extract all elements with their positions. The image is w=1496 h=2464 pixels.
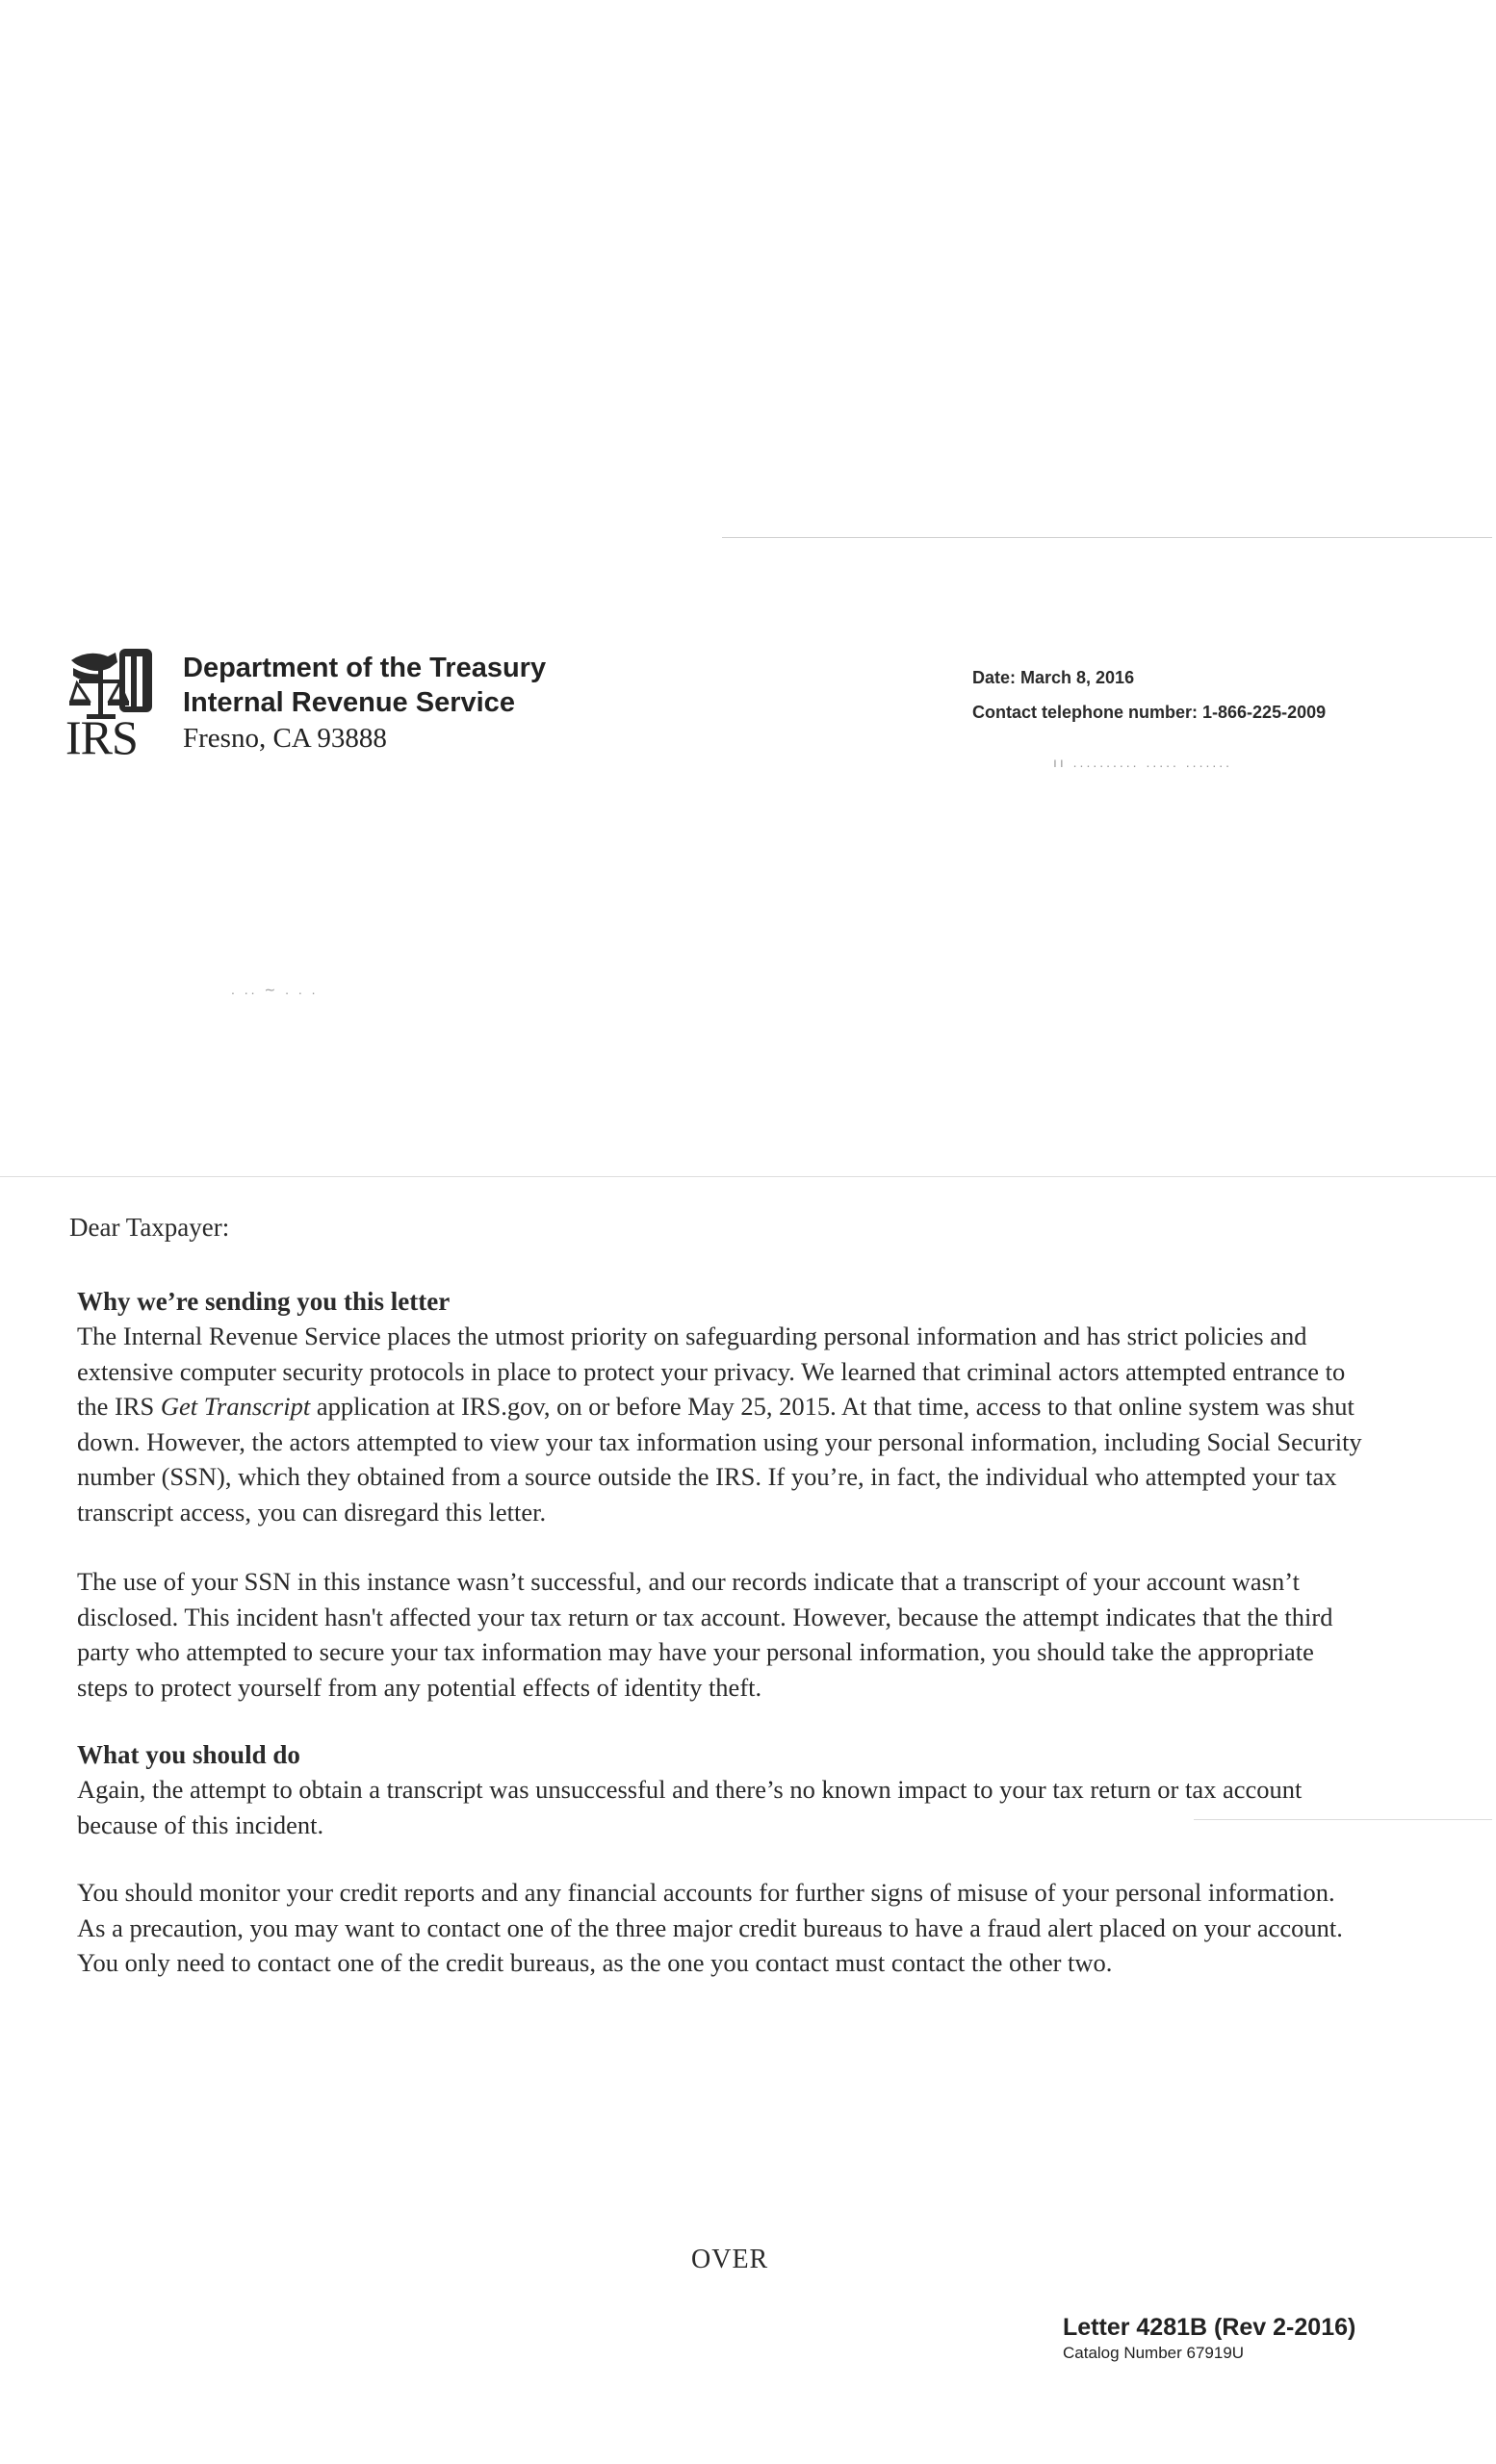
contact-phone: Contact telephone number: 1-866-225-2009 [972, 703, 1327, 722]
section-heading-why: Why we’re sending you this letter [77, 1287, 451, 1316]
letter-date: Date: March 8, 2016 [972, 668, 1135, 687]
section-heading-what: What you should do [77, 1740, 300, 1769]
catalog-number: Catalog Number 67919U [1063, 2344, 1245, 2362]
paragraph-what-2: You should monitor your credit reports and any financial accounts for further signs of misuse of your personal information. As a precaution, you may want to contact one of the three major credit bureaus to have a fraud alert placed on your account. You only need to contact one of the credit bureaus, as the one you contact must contact the other two. [77, 1878, 1343, 1977]
paragraph-text: The Internal Revenue Service places the utmost priority on safeguarding personal information and has strict policies and extensive computer security protocols in place to protect your privacy. We learned that criminal actors attempted entrance to the IRS [77, 1322, 1346, 1421]
redacted-reference-smudge: ıı .......... ..... ....... [1053, 755, 1233, 770]
letter-meta [972, 660, 1326, 730]
paragraph-text: application at IRS.gov, on or before May 25, 2015. At that time, access to that online system was shut down. However, the actors attempted to view your tax information using your personal information, including Social Security number (SSN), which they obtained from a source outside the IRS. If you’re, in fact, the individual who attempted your tax transcript access, you can disregard this letter. [77, 1392, 1362, 1527]
eagle-scales-emblem-icon [67, 647, 156, 720]
scan-fold-line [0, 1176, 1496, 1177]
agency-block [183, 651, 546, 757]
over-indicator: OVER [691, 2245, 769, 2274]
agency-address: Fresno, CA 93888 [183, 723, 387, 754]
paragraph-why-1 [77, 1319, 1367, 1529]
redacted-address-smudge: . .. ∼ . . . [231, 982, 319, 997]
letter-body [77, 1284, 1367, 1981]
scan-fold-line [722, 537, 1492, 538]
irs-logo-text: IRS [65, 710, 138, 764]
form-footer [1063, 2312, 1355, 2364]
agency-name: Internal Revenue Service [183, 687, 515, 718]
irs-logo [65, 647, 162, 766]
paragraph-why-2: The use of your SSN in this instance wasn’t successful, and our records indicate that a transcript of your account wasn’t disclosed. This incident hasn't affected your tax return or tax account. However, because the attempt indicates that the third party who attempted to secure your tax information may have your personal information, you should take the appropriate steps to protect yourself from any potential effects of identity theft. [77, 1567, 1333, 1702]
paragraph-what-1: Again, the attempt to obtain a transcript was unsuccessful and there’s no known impact to your tax return or tax account because of this incident. [77, 1775, 1303, 1839]
department-name: Department of the Treasury [183, 653, 547, 683]
get-transcript-name: Get Transcript [160, 1392, 311, 1421]
greeting: Dear Taxpayer: [69, 1213, 230, 1242]
letter-form-number: Letter 4281B (Rev 2-2016) [1063, 2314, 1356, 2341]
